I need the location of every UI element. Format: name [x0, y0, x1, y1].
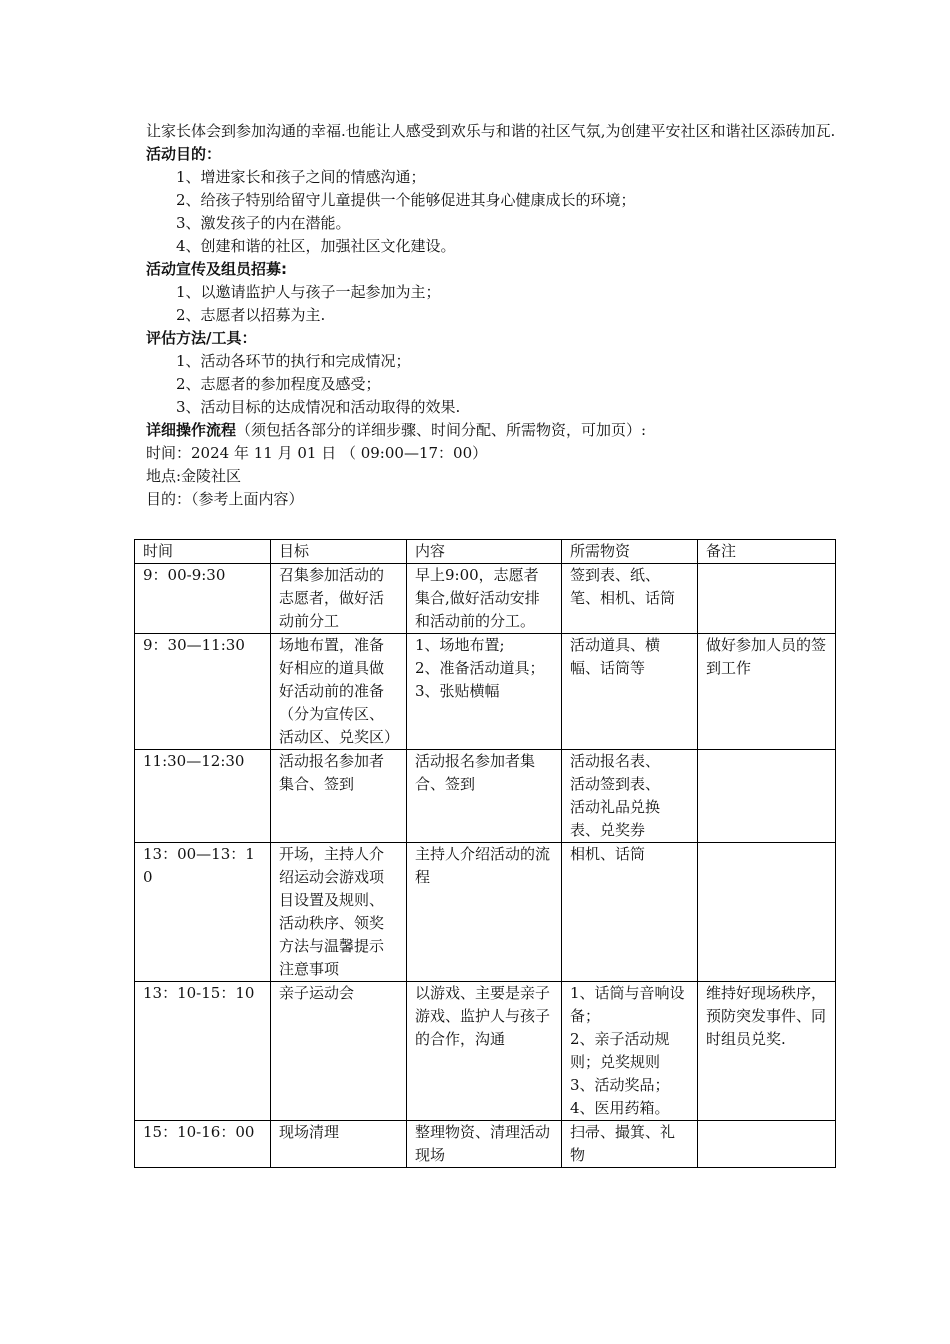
cell-materials [562, 1121, 698, 1168]
cell-text: 以游戏、主要是亲子游戏、监护人与孩子的合作，沟通 [415, 984, 551, 1048]
cell-content [407, 750, 562, 843]
header-goal: 目标 [271, 540, 407, 564]
cell-text: 11:30—12:30 [143, 752, 245, 770]
detail-place: 地点:金陵社区 [146, 467, 242, 485]
cell-remarks [698, 982, 836, 1121]
cell-remarks [698, 634, 836, 750]
detail-time: 时间：2024 年 11 月 01 日 （ 09:00—17：00） [146, 444, 488, 462]
cell-text: 9：30—11:30 [143, 636, 245, 654]
cell-materials [562, 634, 698, 750]
cell-text: 主持人介绍活动的流程 [415, 845, 551, 886]
table-row [135, 1121, 836, 1168]
document-body [146, 120, 836, 511]
cell-text: 开场，主持人介绍运动会游戏项目设置及规则、活动秩序、领奖方法与温馨提示注意事项 [279, 845, 385, 978]
cell-materials [562, 564, 698, 634]
cell-text: 活动道具、横幅、话筒等 [570, 636, 661, 677]
cell-text: 2、亲子活动规则；兑奖规则 [570, 1030, 670, 1071]
cell-text: 维持好现场秩序，预防突发事件、同时组员兑奖. [706, 984, 827, 1048]
cell-content [407, 843, 562, 982]
cell-text: 活动签到表、 [570, 775, 661, 793]
cell-remarks [698, 843, 836, 982]
cell-goal [271, 1121, 407, 1168]
cell-content [407, 564, 562, 634]
purpose-heading: 活动目的： [146, 145, 222, 163]
intro-paragraph: 让家长体会到参加沟通的幸福.也能让人感受到欢乐与和谐的社区气氛,为创建平安社区和谐社区添砖加瓦. [146, 122, 836, 140]
cell-text: 场地布置，准备好相应的道具做好活动前的准备（分为宣传区、活动区、兑奖区） [279, 636, 400, 746]
cell-text: 活动报名参加者集合、签到 [415, 752, 536, 793]
cell-text: 1、话筒与音响设备； [570, 984, 685, 1025]
cell-text: 3、张贴横幅 [415, 682, 500, 700]
procedure-table [134, 539, 836, 1168]
cell-text: 亲子运动会 [279, 984, 355, 1002]
cell-time [135, 564, 271, 634]
table-row [135, 634, 836, 750]
cell-text: 整理物资、清理活动现场 [415, 1123, 551, 1164]
header-time: 时间 [135, 540, 271, 564]
recruit-item: 2、志愿者以招募为主. [176, 306, 326, 324]
table-row [135, 750, 836, 843]
table-row [135, 982, 836, 1121]
cell-time [135, 750, 271, 843]
detail-note: （须包括各部分的详细步骤、时间分配、所需物资，可加页）: [236, 421, 647, 439]
purpose-item: 1、增进家长和孩子之间的情感沟通； [176, 168, 426, 186]
cell-time [135, 1121, 271, 1168]
cell-text: 3、活动奖品； [570, 1076, 670, 1094]
evaluation-item: 2、志愿者的参加程度及感受； [176, 375, 381, 393]
evaluation-item: 3、活动目标的达成情况和活动取得的效果. [176, 398, 461, 416]
cell-text: 做好参加人员的签到工作 [706, 636, 827, 677]
cell-text: 1、场地布置; [415, 636, 505, 654]
cell-materials [562, 982, 698, 1121]
purpose-item: 4、创建和谐的社区，加强社区文化建设。 [176, 237, 456, 255]
cell-text: 13：10-15：10 [143, 984, 255, 1002]
cell-remarks [698, 750, 836, 843]
cell-goal [271, 750, 407, 843]
cell-text: 9：00-9:30 [143, 566, 226, 584]
cell-text: 活动报名表、 [570, 752, 661, 770]
cell-text: 15：10-16：00 [143, 1123, 255, 1141]
cell-text: 早上9:00，志愿者集合,做好活动安排和活动前的分工。 [415, 566, 540, 630]
cell-content [407, 1121, 562, 1168]
cell-time [135, 982, 271, 1121]
cell-content [407, 982, 562, 1121]
table-header-row [135, 540, 836, 564]
detail-goal: 目的：（参考上面内容） [146, 490, 304, 508]
cell-content [407, 634, 562, 750]
evaluation-heading: 评估方法/工具： [146, 329, 257, 347]
cell-remarks [698, 1121, 836, 1168]
purpose-item: 2、给孩子特别给留守儿童提供一个能够促进其身心健康成长的环境； [176, 191, 636, 209]
cell-goal [271, 634, 407, 750]
table-body [135, 564, 836, 1168]
cell-goal [271, 564, 407, 634]
cell-text: 13：00—13：10 [143, 845, 255, 886]
cell-goal [271, 843, 407, 982]
cell-time [135, 634, 271, 750]
cell-text: 活动礼品兑换表、兑奖券 [570, 798, 661, 839]
cell-text: 活动报名参加者集合、签到 [279, 752, 385, 793]
cell-text: 现场清理 [279, 1123, 340, 1141]
detail-title: 详细操作流程 [146, 421, 237, 439]
cell-remarks [698, 564, 836, 634]
cell-goal [271, 982, 407, 1121]
cell-materials [562, 843, 698, 982]
cell-materials [562, 750, 698, 843]
cell-text: 相机、话筒 [570, 845, 646, 863]
evaluation-item: 1、活动各环节的执行和完成情况； [176, 352, 411, 370]
table-row [135, 843, 836, 982]
cell-text: 召集参加活动的志愿者，做好活动前分工 [279, 566, 385, 630]
table-row [135, 564, 836, 634]
cell-text: 签到表、纸、笔、相机、话筒 [570, 566, 676, 607]
cell-text: 2、准备活动道具； [415, 659, 545, 677]
header-remarks: 备注 [698, 540, 836, 564]
header-materials: 所需物资 [562, 540, 698, 564]
cell-text: 扫帚、撮箕、礼物 [570, 1123, 676, 1164]
detail-heading [146, 419, 836, 442]
cell-text: 4、医用药箱。 [570, 1099, 670, 1117]
cell-time [135, 843, 271, 982]
header-content: 内容 [407, 540, 562, 564]
purpose-item: 3、激发孩子的内在潜能。 [176, 214, 351, 232]
recruit-item: 1、以邀请监护人与孩子一起参加为主； [176, 283, 441, 301]
recruit-heading: 活动宣传及组员招募: [146, 260, 287, 278]
